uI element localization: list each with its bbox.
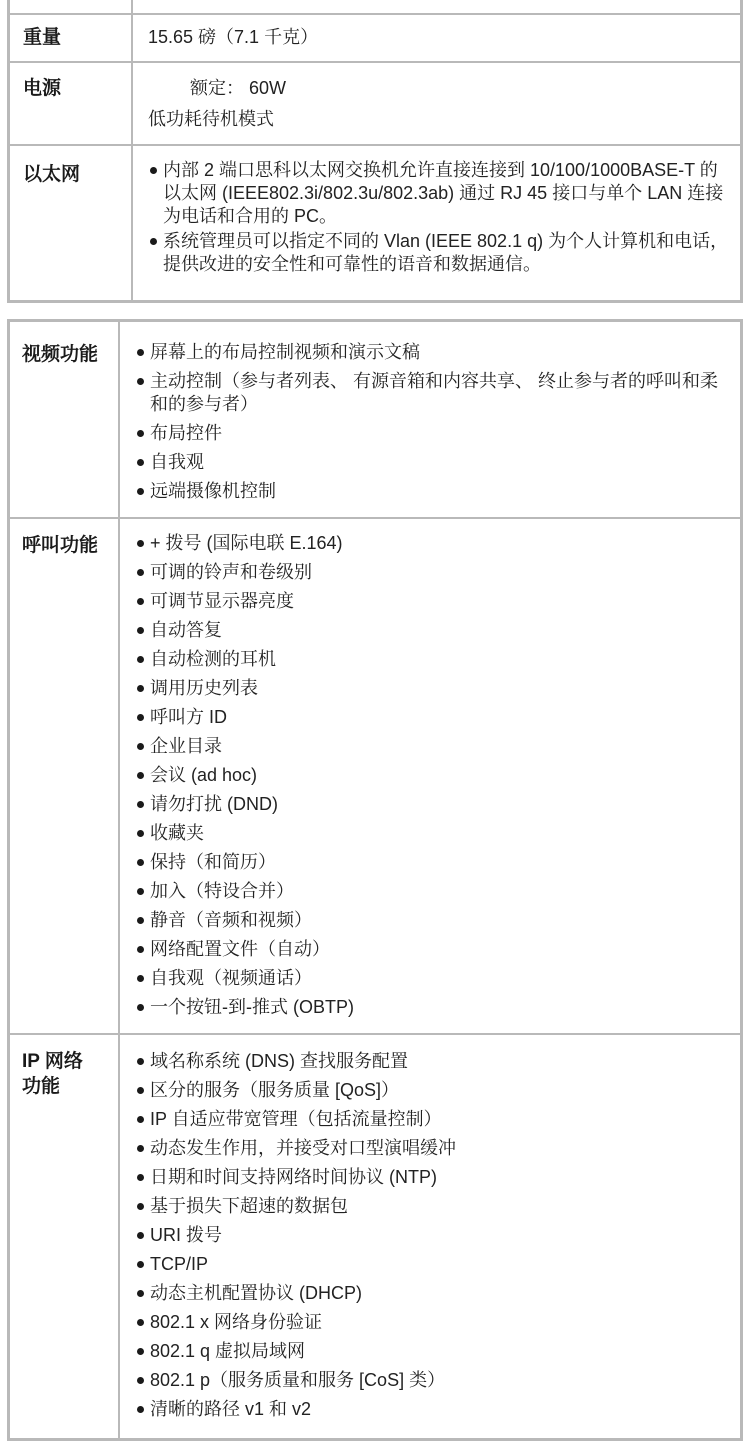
list-item: 802.1 x 网络身份验证 [135, 1311, 730, 1340]
table-row-video [10, 322, 740, 517]
list-item: + 拨号 (国际电联 E.164) [135, 532, 730, 561]
table-row-power [10, 61, 740, 144]
list-item: 屏幕上的布局控制视频和演示文稿 [135, 341, 730, 370]
list-item: 自动检测的耳机 [135, 648, 730, 677]
list-item: 动态发生作用，并接受对口型演唱缓冲 [135, 1137, 730, 1166]
table-row-top-partial [10, 0, 740, 13]
ethernet-label: 以太网 [23, 164, 81, 185]
ip-label-line1: IP 网络 [22, 1051, 83, 1072]
table-row-ethernet [10, 144, 740, 302]
list-item: 企业目录 [135, 735, 730, 764]
list-item: 动态主机配置协议 (DHCP) [135, 1282, 730, 1311]
list-item: 自我观 [135, 451, 730, 480]
list-item: 静音（音频和视频） [135, 909, 730, 938]
power-label: 电源 [23, 78, 62, 99]
ethernet-value [148, 159, 730, 278]
table-row-ip [10, 1033, 740, 1440]
call-label: 呼叫功能 [22, 535, 99, 556]
list-item: 保持（和简历） [135, 851, 730, 880]
power-value [148, 77, 730, 131]
list-item: 远端摄像机控制 [135, 480, 730, 509]
table-row-call [10, 517, 740, 1035]
power-rated: 额定： 60W [190, 78, 287, 98]
weight-label: 重量 [23, 27, 62, 48]
list-item: URI 拨号 [135, 1224, 730, 1253]
video-label: 视频功能 [22, 344, 99, 365]
list-item: 802.1 p（服务质量和服务 [CoS] 类） [135, 1369, 730, 1398]
list-item: 自动答复 [135, 619, 730, 648]
list-item: 请勿打扰 (DND) [135, 793, 730, 822]
list-item: 会议 (ad hoc) [135, 764, 730, 793]
list-item: 域名称系统 (DNS) 查找服务配置 [135, 1050, 730, 1079]
list-item: 主动控制（参与者列表、 有源音箱和内容共享、 终止参与者的呼叫和柔和的参与者） [135, 370, 730, 422]
list-item: 一个按钮-到-推式 (OBTP) [135, 996, 730, 1025]
ip-value [135, 1050, 730, 1427]
list-item: 系统管理员可以指定不同的 Vlan (IEEE 802.1 q) 为个人计算机和电话，提供改进的安全性和可靠性的语音和数据通信。 [148, 230, 730, 276]
list-item: 日期和时间支持网络时间协议 (NTP) [135, 1166, 730, 1195]
list-item: 自我观（视频通话） [135, 967, 730, 996]
list-item: 呼叫方 ID [135, 706, 730, 735]
list-item: 清晰的路径 v1 和 v2 [135, 1398, 730, 1427]
list-item: 调用历史列表 [135, 677, 730, 706]
spec-table-features [7, 319, 743, 1441]
list-item: 收藏夹 [135, 822, 730, 851]
ip-label [22, 1049, 112, 1099]
list-item: 网络配置文件（自动） [135, 938, 730, 967]
list-item: 可调的铃声和卷级别 [135, 561, 730, 590]
power-mode: 低功耗待机模式 [148, 109, 274, 129]
video-value [135, 341, 730, 509]
list-item: 可调节显示器亮度 [135, 590, 730, 619]
spec-table-hardware [7, 0, 743, 303]
list-item: 802.1 q 虚拟局域网 [135, 1340, 730, 1369]
list-item: TCP/IP [135, 1253, 730, 1282]
list-item: IP 自适应带宽管理（包括流量控制） [135, 1108, 730, 1137]
ip-label-line2: 功能 [22, 1076, 61, 1097]
list-item: 布局控件 [135, 422, 730, 451]
list-item: 加入（特设合并） [135, 880, 730, 909]
list-item: 内部 2 端口思科以太网交换机允许直接连接到 10/100/1000BASE-T 的以太网 (IEEE802.3i/802.3u/802.3ab) 通过 RJ 45 接口与单个 LAN 连接为电话和合用的 PC。 [148, 159, 730, 228]
call-value [135, 532, 730, 1025]
weight-value: 15.65 磅（7.1 千克） [148, 27, 319, 47]
list-item: 基于损失下超速的数据包 [135, 1195, 730, 1224]
table-row-weight [10, 13, 740, 61]
list-item: 区分的服务（服务质量 [QoS]） [135, 1079, 730, 1108]
